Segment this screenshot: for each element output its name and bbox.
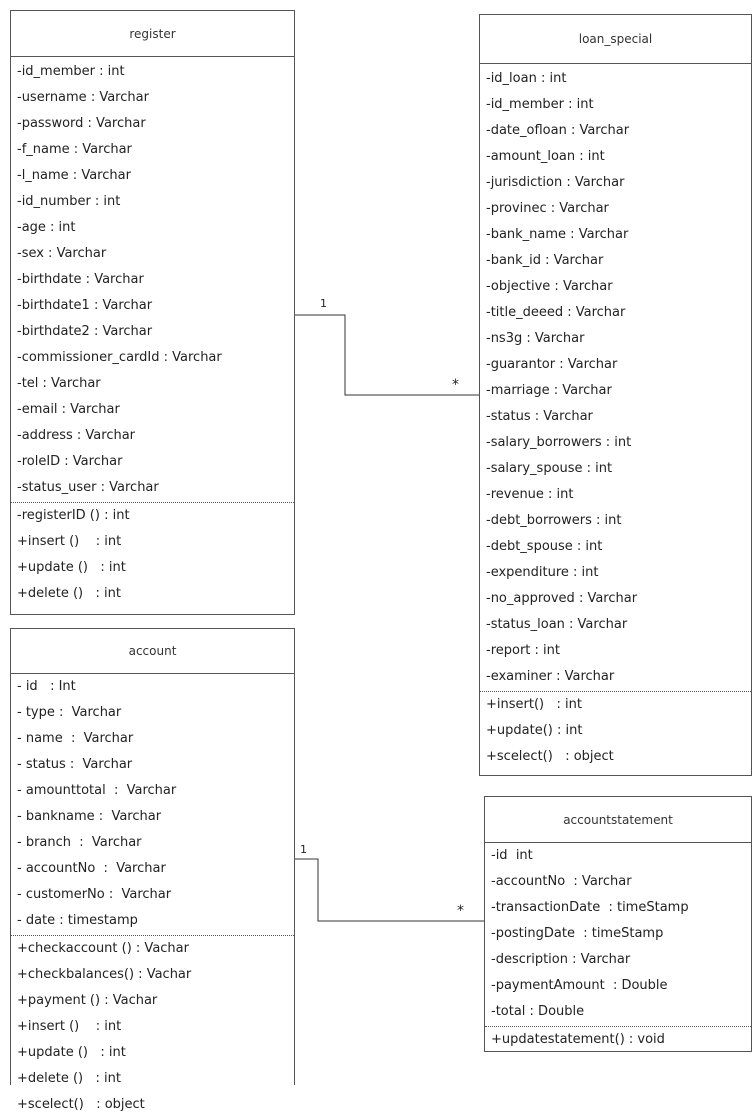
attribute-row: - date : timestamp (17, 913, 138, 928)
attribute-row: -status_loan : Varchar (486, 617, 628, 632)
method-row: +checkaccount () : Vachar (17, 941, 189, 956)
method-row: +insert () : int (17, 1019, 122, 1034)
method-row: +delete () : int (17, 1071, 121, 1086)
method-row: +update() : int (486, 723, 583, 738)
attribute-row: -salary_spouse : int (486, 461, 613, 476)
class-name: loan_special (480, 15, 751, 64)
method-row: +scelect() : object (17, 1097, 145, 1112)
method-row: +delete () : int (17, 586, 121, 601)
attribute-row: -salary_borrowers : int (486, 435, 632, 450)
attribute-row: - amounttotal : Varchar (17, 783, 177, 798)
attribute-row: -date_ofloan : Varchar (486, 123, 630, 138)
attribute-row: -guarantor : Varchar (486, 357, 618, 372)
association-account-accountstatement (295, 859, 484, 921)
attribute-row: -title_deeed : Varchar (486, 305, 626, 320)
attribute-row: -status : Varchar (486, 409, 593, 424)
attribute-row: -provinec : Varchar (486, 201, 609, 216)
attribute-row: -objective : Varchar (486, 279, 613, 294)
attribute-row: - id : Int (17, 679, 76, 694)
multiplicity-account: 1 (300, 843, 307, 856)
multiplicity-register: 1 (320, 297, 327, 310)
attribute-row: -description : Varchar (491, 952, 631, 967)
class-name: account (11, 629, 294, 674)
method-row: +payment () : Vachar (17, 993, 158, 1008)
attribute-row: -roleID : Varchar (17, 454, 123, 469)
attribute-row: -amount_loan : int (486, 149, 605, 164)
attribute-row: -tel : Varchar (17, 376, 101, 391)
attribute-row: -transactionDate : timeStamp (491, 900, 689, 915)
multiplicity-loan-special: * (452, 377, 459, 393)
attribute-row: -f_name : Varchar (17, 142, 132, 157)
attribute-row: - bankname : Varchar (17, 809, 162, 824)
attribute-row: - type : Varchar (17, 705, 122, 720)
attribute-row: -accountNo : Varchar (491, 874, 632, 889)
attribute-row: -jurisdiction : Varchar (486, 175, 625, 190)
attribute-row: -id_member : int (17, 64, 125, 79)
attribute-row: -sex : Varchar (17, 246, 107, 261)
attribute-row: -id int (491, 848, 533, 863)
attribute-row: -commissioner_cardId : Varchar (17, 350, 222, 365)
attribute-row: -status_user : Varchar (17, 480, 159, 495)
attribute-row: -id_member : int (486, 97, 594, 112)
attribute-row: -examiner : Varchar (486, 669, 615, 684)
attribute-row: - name : Varchar (17, 731, 134, 746)
attribute-row: -bank_id : Varchar (486, 253, 604, 268)
attribute-row: -id_number : int (17, 194, 121, 209)
attribute-row: -revenue : int (486, 487, 574, 502)
method-row: +checkbalances() : Vachar (17, 967, 192, 982)
attribute-row: -username : Varchar (17, 90, 149, 105)
attribute-row: -birthdate1 : Varchar (17, 298, 153, 313)
class-name: register (11, 11, 294, 57)
attribute-row: -marriage : Varchar (486, 383, 612, 398)
method-row: +update () : int (17, 1045, 126, 1060)
attribute-row: -ns3g : Varchar (486, 331, 585, 346)
attribute-row: -email : Varchar (17, 402, 120, 417)
attribute-row: -address : Varchar (17, 428, 136, 443)
class-name: accountstatement (485, 797, 751, 843)
attribute-row: -birthdate : Varchar (17, 272, 144, 287)
method-row: +updatestatement() : void (491, 1032, 665, 1047)
attribute-row: -report : int (486, 643, 560, 658)
attribute-row: - accountNo : Varchar (17, 861, 166, 876)
attribute-row: - status : Varchar (17, 757, 133, 772)
attribute-row: - branch : Varchar (17, 835, 142, 850)
attribute-row: -postingDate : timeStamp (491, 926, 664, 941)
attribute-row: -bank_name : Varchar (486, 227, 629, 242)
attribute-row: -password : Varchar (17, 116, 146, 131)
attribute-row: -no_approved : Varchar (486, 591, 638, 606)
method-row: +insert () : int (17, 534, 122, 549)
method-row: +update () : int (17, 560, 126, 575)
method-row: +scelect() : object (486, 749, 614, 764)
attribute-row: -l_name : Varchar (17, 168, 131, 183)
attribute-row: -total : Double (491, 1004, 585, 1019)
attribute-row: - customerNo : Varchar (17, 887, 172, 902)
method-row: +insert() : int (486, 697, 582, 712)
attribute-row: -debt_spouse : int (486, 539, 603, 554)
attribute-row: -debt_borrowers : int (486, 513, 622, 528)
attribute-row: -age : int (17, 220, 76, 235)
attribute-row: -birthdate2 : Varchar (17, 324, 153, 339)
method-row: -registerID () : int (17, 508, 130, 523)
attribute-row: -paymentAmount : Double (491, 978, 668, 993)
multiplicity-accountstatement: * (457, 903, 464, 919)
attribute-row: -id_loan : int (486, 71, 567, 86)
attribute-row: -expenditure : int (486, 565, 599, 580)
